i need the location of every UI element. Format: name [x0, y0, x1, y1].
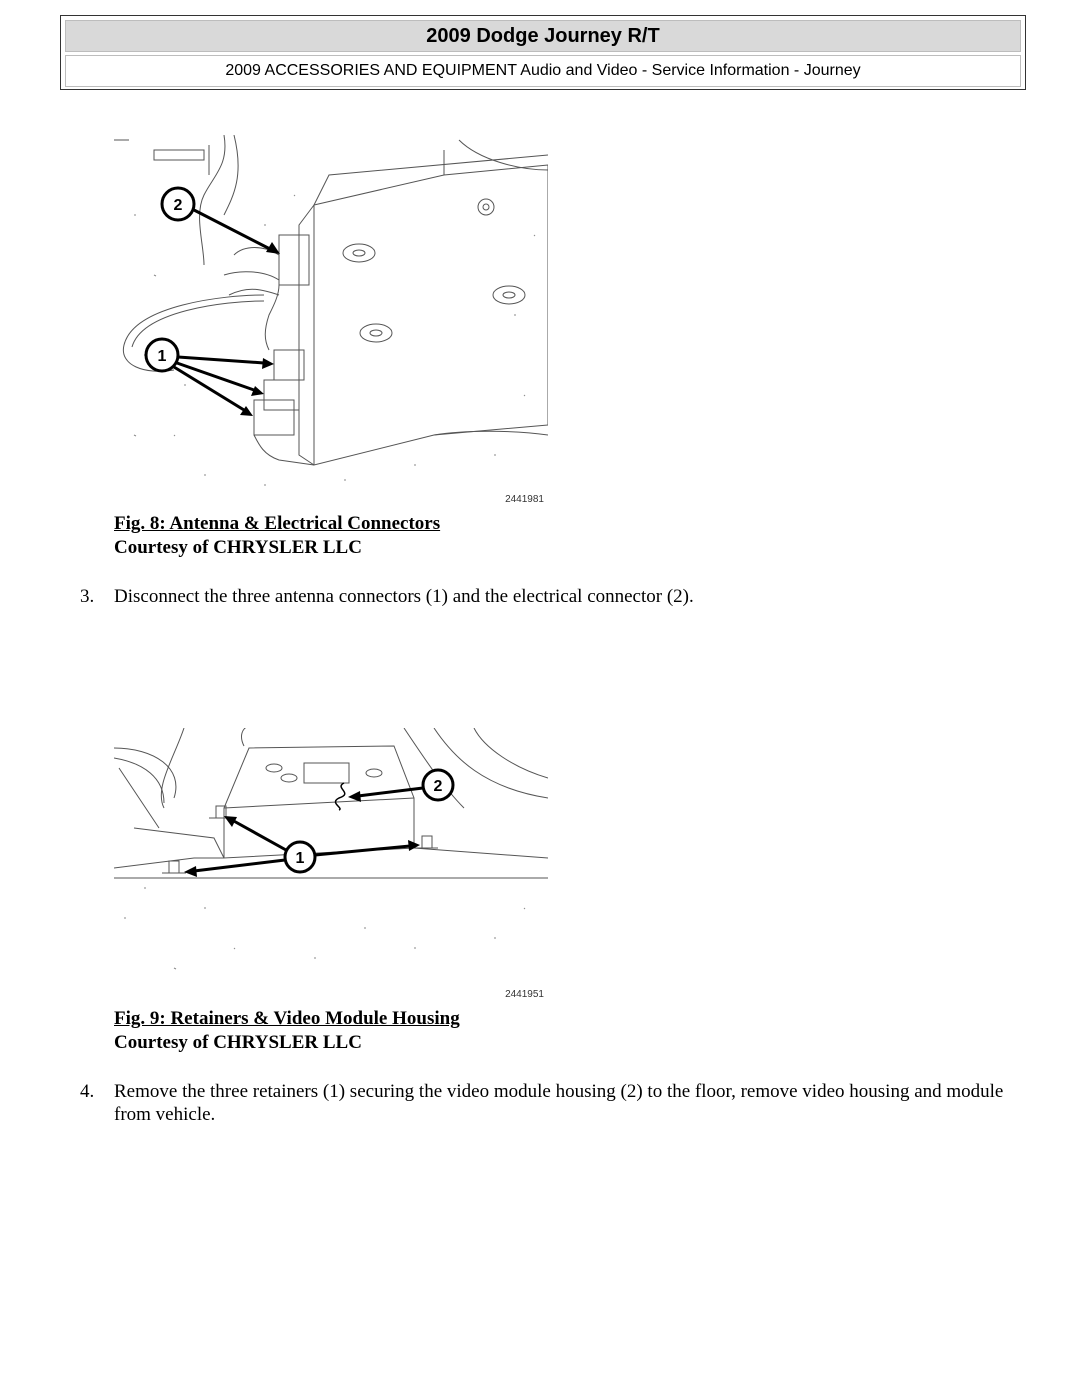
step-4-number: 4.	[80, 1081, 95, 1102]
callout-2-fig8	[162, 188, 280, 254]
figure-9-drawing	[114, 728, 548, 1000]
figure-8-illustration	[114, 135, 548, 505]
figure-8-drawing	[114, 135, 548, 505]
step-3-text: Disconnect the three antenna connectors (1) and the electrical connector (2).	[114, 586, 694, 607]
figure-9-caption	[114, 1007, 460, 1055]
figure-9-number: 2441951	[505, 989, 544, 1000]
document-header	[60, 15, 1026, 90]
callout-2-fig9	[348, 770, 453, 802]
callout-1-fig8	[146, 339, 274, 416]
step-4	[80, 1080, 1020, 1126]
figure-9-illustration	[114, 728, 548, 1000]
step-3	[80, 585, 1020, 608]
figure-9-title: Fig. 9: Retainers & Video Module Housing	[114, 1008, 460, 1029]
callout-1-fig9	[184, 816, 420, 877]
svg-text:2: 2	[173, 197, 183, 214]
figure-8-caption	[114, 512, 440, 560]
figure-8-number: 2441981	[505, 494, 544, 505]
step-4-text: Remove the three retainers (1) securing the video module housing (2) to the floor, remove video housing and module from vehicle.	[114, 1081, 1004, 1125]
section-subtitle: 2009 ACCESSORIES AND EQUIPMENT Audio and Video - Service Information - Journey	[65, 55, 1021, 87]
step-3-number: 3.	[80, 586, 95, 607]
svg-text:1: 1	[157, 348, 167, 365]
figure-8-title: Fig. 8: Antenna & Electrical Connectors	[114, 513, 441, 534]
figure-9-courtesy: Courtesy of CHRYSLER LLC	[114, 1032, 362, 1053]
svg-text:2: 2	[433, 778, 443, 795]
vehicle-title: 2009 Dodge Journey R/T	[65, 20, 1021, 52]
svg-text:1: 1	[295, 850, 305, 867]
figure-8-courtesy: Courtesy of CHRYSLER LLC	[114, 537, 362, 558]
